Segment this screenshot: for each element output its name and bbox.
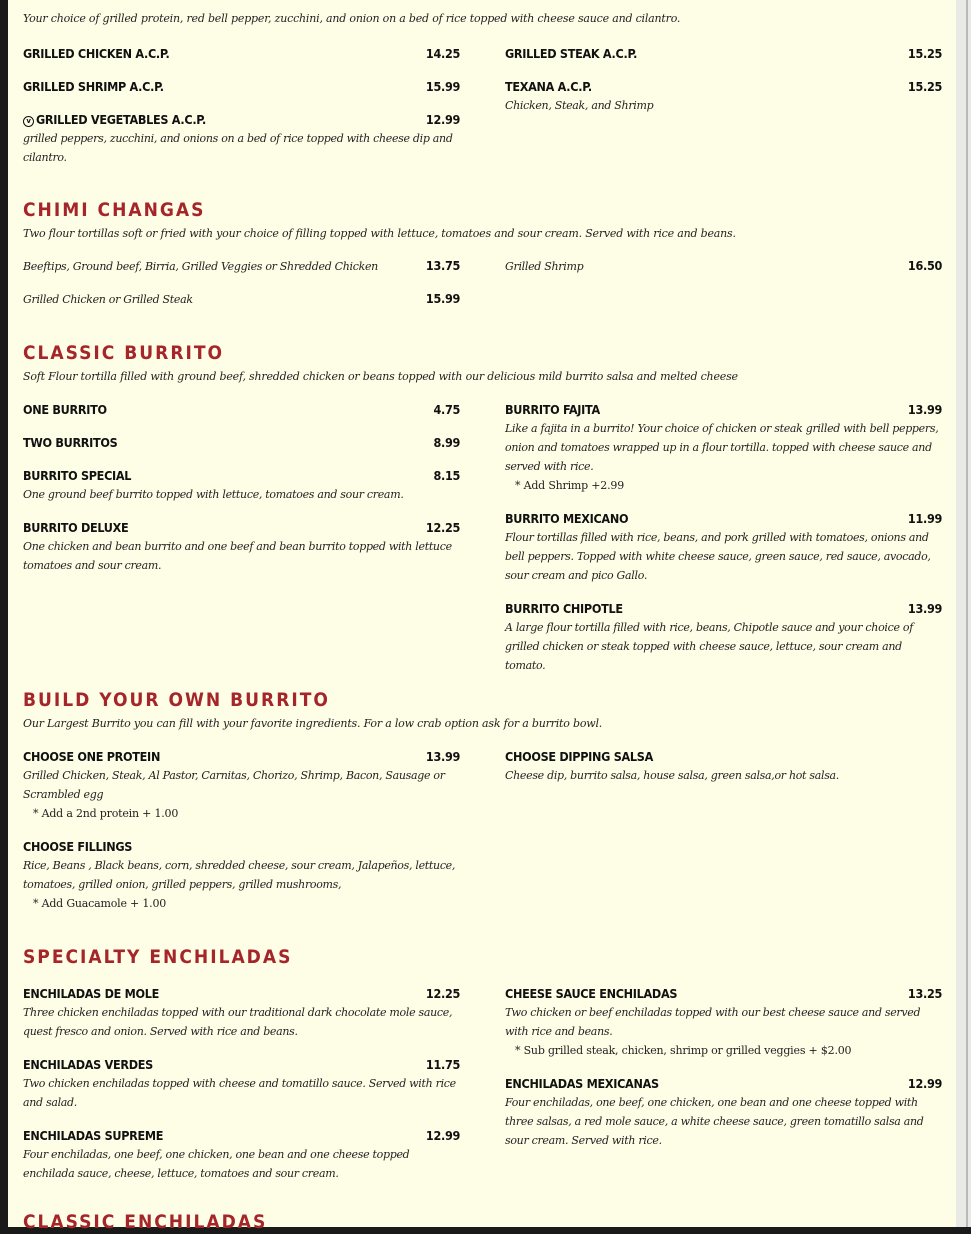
section-acp: [23, 0, 942, 198]
item-description: Chicken, Steak, and Shrimp: [505, 99, 654, 112]
section-title: CLASSIC BURRITO: [23, 342, 225, 364]
item-name: Grilled Chicken or Grilled Steak: [23, 293, 193, 306]
item-description: Three chicken enchiladas topped with our traditional dark chocolate mole sauce, quest fresco and onion. Served with rice and beans.: [23, 1006, 453, 1038]
item-price: 11.75: [425, 1057, 460, 1072]
menu-item: [23, 290, 460, 309]
item-name: CHOOSE FILLINGS: [23, 839, 133, 854]
item-name: BURRITO SPECIAL: [23, 468, 132, 483]
item-name: GRILLED CHICKEN A.C.P.: [23, 46, 170, 61]
section-description: Two flour tortillas soft or fried with your choice of filling topped with lettuce, tomatoes and sour cream. Served with rice and beans.: [23, 227, 736, 240]
menu-item: [23, 1055, 460, 1112]
section-classic-burrito: [23, 341, 942, 688]
menu-item: [505, 257, 942, 276]
item-price: 8.99: [433, 435, 460, 450]
item-description: Like a fajita in a burrito! Your choice of chicken or steak grilled with bell peppers, onion and tomatoes wrapped up in a flour tortilla. topped with cheese sauce and served with rice.: [505, 422, 939, 473]
section-build-your-own-burrito: [23, 688, 942, 945]
item-name: BURRITO FAJITA: [505, 402, 600, 417]
item-name: TEXANA A.C.P.: [505, 79, 592, 94]
item-name: GRILLED SHRIMP A.C.P.: [23, 79, 164, 94]
menu-page: [8, 0, 956, 1233]
item-name: ENCHILADAS DE MOLE: [23, 986, 160, 1001]
item-description: A large flour tortilla filled with rice, beans, Chipotle sauce and your choice of grilled chicken or steak topped with cheese sauce, lettuce, sour cream and tomato.: [505, 621, 913, 672]
item-price: 15.25: [907, 46, 942, 61]
menu-item: [505, 599, 942, 675]
item-name: CHEESE SAUCE ENCHILADAS: [505, 986, 678, 1001]
menu-item: [23, 984, 460, 1041]
item-price: 12.99: [425, 112, 460, 127]
left-column: [23, 747, 460, 927]
item-description: Two chicken enchiladas topped with cheese and tomatillo sauce. Served with rice and salad.: [23, 1077, 456, 1109]
menu-item: [23, 77, 460, 96]
menu-item: [23, 466, 460, 504]
item-price: 13.99: [907, 402, 942, 417]
left-column: [23, 257, 460, 323]
item-name: Grilled Shrimp: [505, 260, 584, 273]
right-column: [505, 984, 942, 1197]
item-price: 12.99: [907, 1076, 942, 1091]
item-addon-note: * Add a 2nd protein + 1.00: [33, 807, 179, 820]
item-name: BURRITO CHIPOTLE: [505, 601, 623, 616]
item-name: ENCHILADAS MEXICANAS: [505, 1076, 659, 1091]
vegetarian-icon: v: [23, 116, 34, 127]
item-description: Cheese dip, burrito salsa, house salsa, green salsa,or hot salsa.: [505, 769, 839, 782]
left-column: [23, 400, 460, 689]
item-price: 11.99: [907, 511, 942, 526]
right-column: [505, 747, 942, 927]
section-classic-enchiladas: [23, 1210, 942, 1234]
menu-item: [23, 1126, 460, 1183]
item-description: Four enchiladas, one beef, one chicken, one bean and one cheese topped with three salsas, a red mole sauce, a white cheese sauce, green tomatillo salsa and sour cream. Served with rice.: [505, 1096, 924, 1147]
item-name: ENCHILADAS VERDES: [23, 1057, 153, 1072]
section-specialty-enchiladas: [23, 945, 942, 1210]
menu-item: [23, 518, 460, 575]
right-column: [505, 44, 942, 181]
menu-item: [23, 257, 460, 276]
menu-item: [505, 77, 942, 115]
item-name: GRILLED STEAK A.C.P.: [505, 46, 638, 61]
scrollbar-track[interactable]: [966, 0, 968, 1227]
menu-item: [23, 433, 460, 452]
item-price: 4.75: [433, 402, 460, 417]
item-description: Four enchiladas, one beef, one chicken, one bean and one cheese topped enchilada sauce, cheese, lettuce, tomatoes and sour cream.: [23, 1148, 410, 1180]
section-title: CLASSIC ENCHILADAS: [23, 1211, 268, 1233]
section-description: Your choice of grilled protein, red bell pepper, zucchini, and onion on a bed of rice topped with cheese sauce and cilantro.: [23, 12, 681, 25]
section-chimi-changas: [23, 198, 942, 341]
left-column: [23, 44, 460, 181]
item-name: CHOOSE ONE PROTEIN: [23, 749, 161, 764]
item-description: Two chicken or beef enchiladas topped with our best cheese sauce and served with rice and beans.: [505, 1006, 921, 1038]
item-name: CHOOSE DIPPING SALSA: [505, 749, 653, 764]
item-price: 8.15: [433, 468, 460, 483]
item-description: One chicken and bean burrito and one beef and bean burrito topped with lettuce tomatoes and sour cream.: [23, 540, 452, 572]
item-price: 13.99: [907, 601, 942, 616]
menu-item: [23, 110, 460, 167]
item-price: 12.25: [425, 520, 460, 535]
item-description: grilled peppers, zucchini, and onions on a bed of rice topped with cheese dip and cilantro.: [23, 132, 453, 164]
menu-item: [505, 747, 942, 785]
item-description: One ground beef burrito topped with lettuce, tomatoes and sour cream.: [23, 488, 404, 501]
menu-item: [23, 747, 460, 823]
menu-item: [505, 400, 942, 495]
item-name: GRILLED VEGETABLES A.C.P.: [36, 112, 206, 127]
item-addon-note: * Add Shrimp +2.99: [515, 479, 624, 492]
menu-item: [23, 44, 460, 63]
item-name: ENCHILADAS SUPREME: [23, 1128, 164, 1143]
item-name: TWO BURRITOS: [23, 435, 118, 450]
section-title: CHIMI CHANGAS: [23, 199, 206, 221]
menu-item: [505, 1074, 942, 1150]
item-addon-note: * Add Guacamole + 1.00: [33, 897, 167, 910]
item-addon-note: * Sub grilled steak, chicken, shrimp or grilled veggies + $2.00: [515, 1044, 852, 1057]
right-column: [505, 257, 942, 323]
item-price: 13.25: [907, 986, 942, 1001]
item-price: 12.99: [425, 1128, 460, 1143]
item-price: 14.25: [425, 46, 460, 61]
menu-content: [23, 0, 942, 1234]
page-scrollbar[interactable]: [956, 0, 971, 1227]
menu-item: [505, 44, 942, 63]
item-description: Rice, Beans , Black beans, corn, shredded cheese, sour cream, Jalapeños, lettuce, tomatoes, grilled onion, grilled peppers, grilled mushrooms,: [23, 859, 456, 891]
section-description: Soft Flour tortilla filled with ground beef, shredded chicken or beans topped with our delicious mild burrito salsa and melted cheese: [23, 370, 738, 383]
item-name: Beeftips, Ground beef, Birria, Grilled Veggies or Shredded Chicken: [23, 260, 378, 273]
item-price: 13.99: [425, 749, 460, 764]
item-name: BURRITO DELUXE: [23, 520, 129, 535]
item-price: 13.75: [425, 258, 460, 273]
item-price: 15.99: [425, 291, 460, 306]
section-title: [23, 0, 942, 4]
menu-item: [505, 984, 942, 1060]
item-price: 15.99: [425, 79, 460, 94]
item-price: 16.50: [907, 258, 942, 273]
item-price: 12.25: [425, 986, 460, 1001]
section-description: Our Largest Burrito you can fill with your favorite ingredients. For a low crab option ask for a burrito bowl.: [23, 717, 603, 730]
item-price: 15.25: [907, 79, 942, 94]
left-column: [23, 984, 460, 1197]
item-name: ONE BURRITO: [23, 402, 107, 417]
section-title: SPECIALTY ENCHILADAS: [23, 946, 293, 968]
item-description: Flour tortillas filled with rice, beans, and pork grilled with tomatoes, onions and bell peppers. Topped with white cheese sauce, green sauce, red sauce, avocado, sour cream and pico Gallo.: [505, 531, 931, 582]
menu-item: [505, 509, 942, 585]
right-column: [505, 400, 942, 689]
item-description: Grilled Chicken, Steak, Al Pastor, Carnitas, Chorizo, Shrimp, Bacon, Sausage or Scrambled egg: [23, 769, 445, 801]
section-title: BUILD YOUR OWN BURRITO: [23, 689, 330, 711]
menu-item: [23, 400, 460, 419]
menu-item: [23, 837, 460, 913]
item-name: BURRITO MEXICANO: [505, 511, 629, 526]
